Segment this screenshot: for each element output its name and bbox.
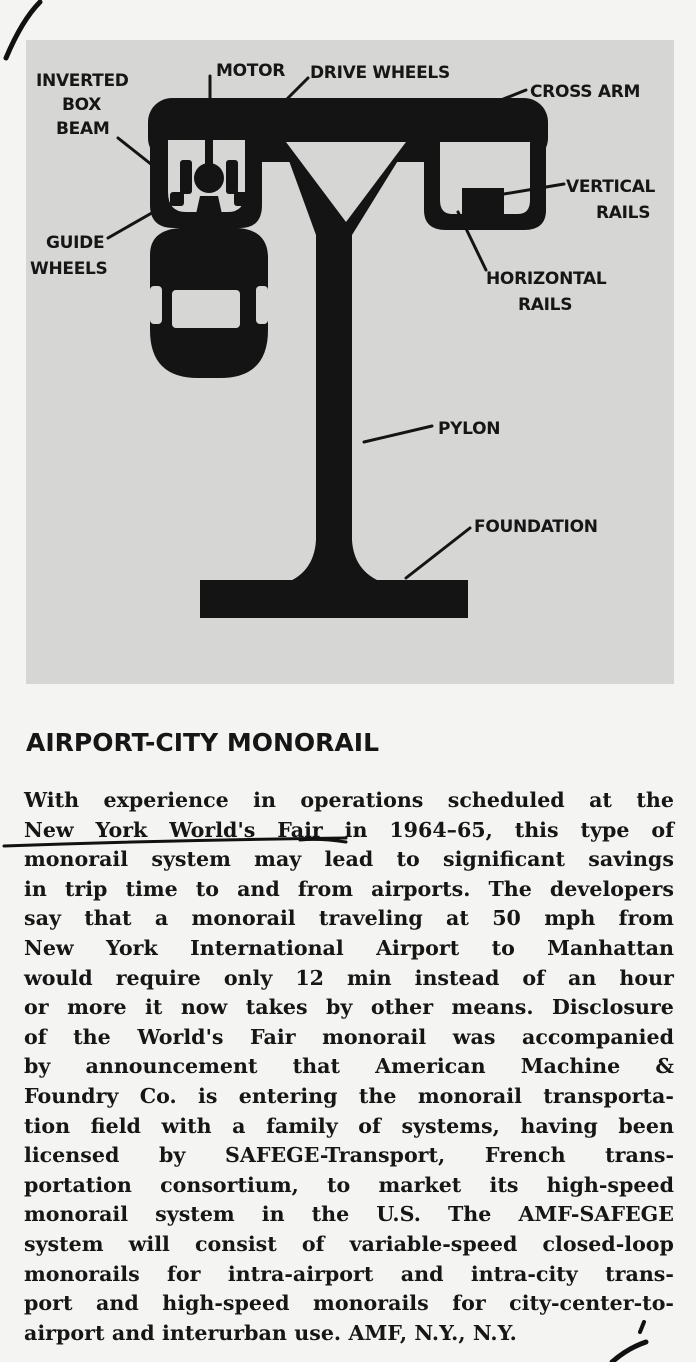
article-word: from [618,906,674,931]
article-word: means. [451,995,534,1020]
article-word: variable-speed [349,1231,518,1256]
article-word: market [378,1172,462,1197]
article-word: AMF, [348,1320,408,1345]
article-word: 1964–65, [389,817,493,842]
article-word: World's [137,1024,224,1049]
article-word: operations [300,788,424,812]
article-word: York [106,935,158,960]
article-line [24,1052,674,1082]
article-word: that [292,1054,340,1079]
drive-wheel-left [180,160,192,194]
article-word: monorail [417,1083,522,1108]
article-word: transporta- [543,1083,674,1108]
article-word: in [261,1202,285,1227]
article-line [24,964,674,994]
article-word: to [327,1172,351,1197]
article-word: Foundry [24,1083,119,1108]
label-drive-wheels: DRIVE WHEELS [310,63,450,83]
article-word: N.Y. [472,1320,517,1345]
article-word: for [167,1261,201,1286]
guide-wheel-left [170,192,184,206]
article-word: family [266,1113,338,1138]
article-word: trans- [605,1261,674,1286]
label-cross-arm: CROSS ARM [530,82,641,102]
article-word: and [400,1261,444,1286]
article-line [24,1082,674,1112]
article-word: will [128,1231,170,1256]
article-line [24,934,674,964]
article-word: more [67,995,127,1020]
article-word: International [190,935,344,960]
article-word: accompanied [522,1024,674,1049]
article-word: AMF-SAFEGE [518,1202,674,1227]
article-word: tion [24,1113,71,1138]
article-word: system [24,1231,104,1256]
article-word: of [358,1113,381,1138]
article-word: for [452,1291,486,1316]
article-word: intra-city [470,1261,578,1286]
article-word: monorails [24,1261,140,1286]
article-word: in [24,876,47,901]
article-word: other [370,995,434,1020]
article-word: may [254,847,302,872]
article-word: that [84,906,132,931]
article-word: U.S. [376,1202,421,1227]
article-word: Machine [520,1054,621,1079]
motor [194,163,224,193]
article-word: lead [324,847,374,872]
article-line [24,1171,674,1201]
label-guide: GUIDE [46,233,105,253]
article-word: and [96,1291,139,1316]
label-inverted: INVERTED [36,71,129,91]
article-word: an [568,965,597,990]
article-word: high-speed [162,1291,290,1316]
article-word: from [297,876,354,901]
article-word: Co. [139,1083,177,1108]
article-word: trip [64,876,108,901]
article-word: by [24,1054,51,1079]
article-word: portation [24,1172,132,1197]
article-word: airports. [371,876,471,901]
article-word: a [154,906,169,931]
article-line [24,1260,674,1290]
article-word: by [326,995,353,1020]
article-word: Disclosure [551,995,674,1020]
article-word: the [358,1083,397,1108]
article-word: entering [238,1083,338,1108]
article-word: this [514,817,559,842]
article-word: consortium, [160,1172,299,1197]
article-line [24,1141,674,1171]
article-word: city-center-to- [509,1291,674,1316]
label-vertical-rails: RAILS [596,203,651,223]
article-line [24,875,674,905]
article-word: with [161,1113,212,1138]
article-body [24,786,674,1348]
article-word: of [24,1024,47,1049]
article-word: savings [588,847,674,872]
article-word: The [447,1202,492,1227]
article-word: 12 [295,965,324,990]
article-word: monorail [24,1202,129,1227]
article-word: of [522,965,545,990]
label-box: BOX [62,95,102,115]
article-word: the [636,788,674,812]
article-word: systems, [401,1113,500,1138]
article-word: World's [169,817,256,842]
article-word: traveling [318,906,423,931]
article-word: of [651,817,674,842]
article-word: use. [294,1320,342,1345]
article-word: was [452,1024,496,1049]
article-line [24,1319,674,1349]
label-vertical: VERTICAL [566,177,656,197]
article-word: to [396,847,420,872]
article-word: its [489,1172,519,1197]
article-word: scheduled [447,788,565,812]
article-line [24,993,674,1023]
article-word: min [347,965,392,990]
foundation [200,580,468,618]
article-word: of [301,1231,325,1256]
article-word: New [24,817,74,842]
article-word: now [180,995,228,1020]
article-word: been [618,1113,674,1138]
article-line [24,1230,674,1260]
label-horizontal: HORIZONTAL [486,269,607,289]
article-line [24,1023,674,1053]
article-word: licensed [24,1143,120,1168]
article-word: French [484,1143,566,1168]
article-word: significant [443,847,565,872]
article-word: to [491,935,515,960]
article-word: at [589,788,612,812]
article-word: airport [24,1320,105,1345]
article-word: SAFEGE-Transport, [224,1143,446,1168]
article-word: developers [549,876,674,901]
label-foundation: FOUNDATION [474,517,598,537]
article-word: monorail [322,1024,427,1049]
car-window [172,290,240,328]
article-word: intra-airport [227,1261,374,1286]
article-word: monorails [313,1291,429,1316]
article-word: require [115,965,201,990]
label-beam: BEAM [56,119,110,139]
article-word: having [520,1113,598,1138]
article-word: York [95,817,148,842]
article-word: monorail [24,847,129,872]
article-word: field [90,1113,141,1138]
article-headline: AIRPORT-CITY MONORAIL [26,728,380,757]
article-word: the [311,1202,350,1227]
article-word: and [111,1320,155,1345]
article-word: the [73,1024,111,1049]
article-word: it [145,995,163,1020]
guide-wheel-right [234,192,248,206]
article-word: Fair [277,817,323,842]
article-word: to [195,876,220,901]
article-word: say [24,906,61,931]
article-word: American [375,1054,486,1079]
article-word: & [655,1054,674,1079]
label-motor: MOTOR [216,61,286,81]
article-word: or [24,995,49,1020]
article-word: hour [619,965,674,990]
article-word: in [344,817,368,842]
article-word: New [24,935,74,960]
article-word: Airport [376,935,460,960]
article-word: would [24,965,93,990]
article-word: a [232,1113,246,1138]
label-guide-wheels: WHEELS [30,259,108,279]
article-word: announcement [85,1054,258,1079]
drive-wheel-right [226,160,238,194]
article-word: 50 [492,906,521,931]
article-line [24,845,674,875]
label-pylon: PYLON [438,419,501,439]
article-line [24,786,674,816]
article-word: high-speed [546,1172,674,1197]
article-word: and [237,876,280,901]
article-line [24,1112,674,1142]
article-word: system [155,1202,235,1227]
article-word: is [198,1083,218,1108]
article-word: consist [194,1231,277,1256]
article-word: trans- [605,1143,674,1168]
article-word: instead [414,965,500,990]
article-word: by [158,1143,186,1168]
article-line [24,1289,674,1319]
article-word: mph [544,906,596,931]
article-word: type [580,817,630,842]
article-word: closed-loop [542,1231,674,1256]
article-word: at [446,906,469,931]
article-word: port [24,1291,73,1316]
label-horizontal-rails: RAILS [518,295,573,315]
article-line [24,1200,674,1230]
article-word: The [488,876,532,901]
article-word: monorail [191,906,296,931]
article-word: in [253,788,276,812]
article-word: Fair [250,1024,296,1049]
article-word: takes [245,995,308,1020]
article-word: system [151,847,231,872]
article-word: N.Y., [414,1320,466,1345]
article-word: Manhattan [547,935,674,960]
article-line [24,816,674,846]
article-word: interurban [162,1320,287,1345]
article-word: only [223,965,273,990]
article-word: experience [103,788,229,812]
article-line [24,904,674,934]
article-word: With [24,788,80,812]
article-word: time [125,876,178,901]
